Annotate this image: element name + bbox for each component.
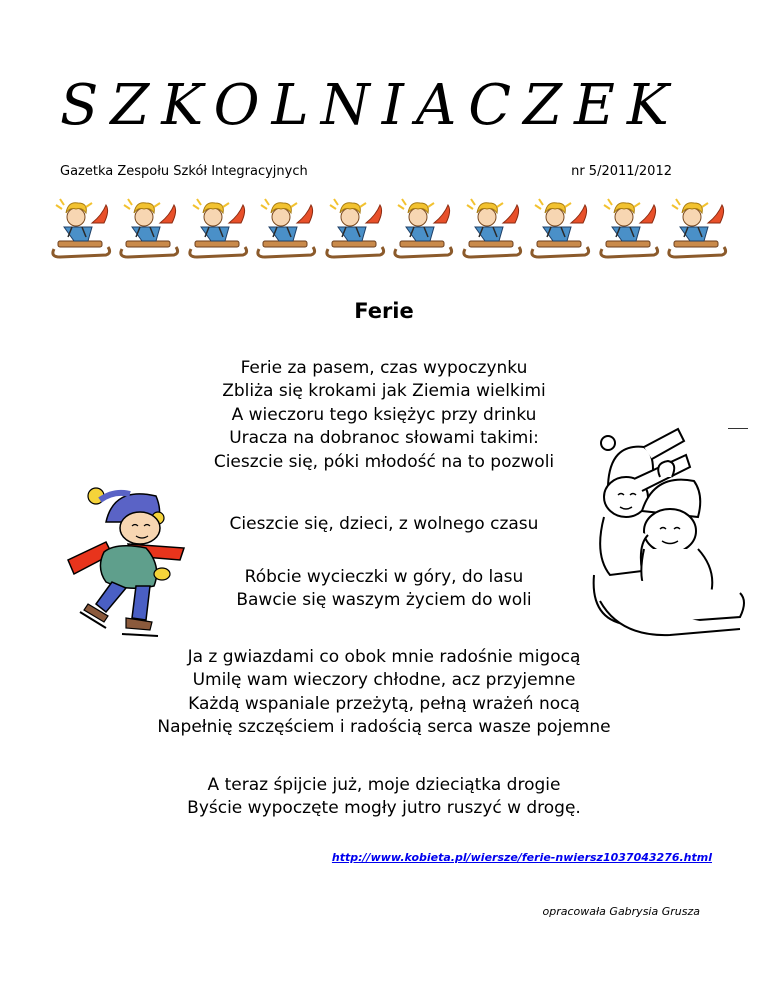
- poem-line: Napełnię szczęściem i radością serca wasze pojemne: [157, 717, 611, 738]
- sled-decoration-row: [48, 197, 728, 259]
- poem-title: Ferie: [354, 299, 414, 323]
- page-edge-mark: [728, 428, 748, 429]
- poem-line: A teraz śpijcie już, moje dzieciątka drogie: [207, 775, 561, 795]
- poem-line: Byście wypoczęte mogły jutro ruszyć w drogę.: [187, 798, 581, 819]
- poem-line: Zbliża się krokami jak Ziemia wielkimi: [222, 381, 546, 402]
- child-on-sled-icon: [322, 197, 386, 259]
- poem-line: A wieczoru tego księżyc przy drinku: [231, 404, 537, 425]
- poem-line: Ja z gwiazdami co obok mnie radośnie migocą: [187, 647, 581, 667]
- issue-number: nr 5/2011/2012: [571, 164, 672, 179]
- child-on-sled-icon: [459, 197, 523, 259]
- author-credit: opracowała Gabrysia Grusza: [542, 905, 700, 918]
- child-on-sled-icon: [48, 197, 112, 259]
- poem-line: Uracza na dobranoc słowami takimi:: [229, 428, 539, 449]
- masthead-title: SZKOLNIACZEK: [60, 73, 681, 138]
- newsletter-subtitle: Gazetka Zespołu Szkół Integracyjnych: [60, 164, 308, 179]
- poem-line: Ferie za pasem, czas wypoczynku: [240, 358, 528, 378]
- poem-line: Bawcie się waszym życiem do woli: [236, 590, 532, 611]
- child-on-sled-icon: [664, 197, 728, 259]
- poem-line: Każdą wspaniale przeżytą, pełną wrażeń nocą: [188, 693, 580, 714]
- child-on-sled-icon: [116, 197, 180, 259]
- ice-skater-child-icon: [66, 482, 196, 642]
- child-on-sled-icon: [596, 197, 660, 259]
- child-on-sled-icon: [527, 197, 591, 259]
- poem-stanza-5: [0, 774, 768, 821]
- child-on-sled-icon: [390, 197, 454, 259]
- child-on-sled-icon: [185, 197, 249, 259]
- poem-line: Róbcie wycieczki w góry, do lasu: [244, 567, 524, 587]
- child-on-sled-icon: [253, 197, 317, 259]
- poem-line: Cieszcie się, dzieci, z wolnego czasu: [229, 514, 539, 534]
- poem-stanza-4: [0, 646, 768, 740]
- children-on-sled-icon: [590, 425, 748, 643]
- poem-line: Umilę wam wieczory chłodne, acz przyjemne: [192, 670, 576, 691]
- poem-line: Cieszcie się, póki młodość na to pozwoli: [213, 451, 555, 472]
- source-link[interactable]: http://www.kobieta.pl/wiersze/ferie-nwiersz1037043276.html: [331, 851, 712, 864]
